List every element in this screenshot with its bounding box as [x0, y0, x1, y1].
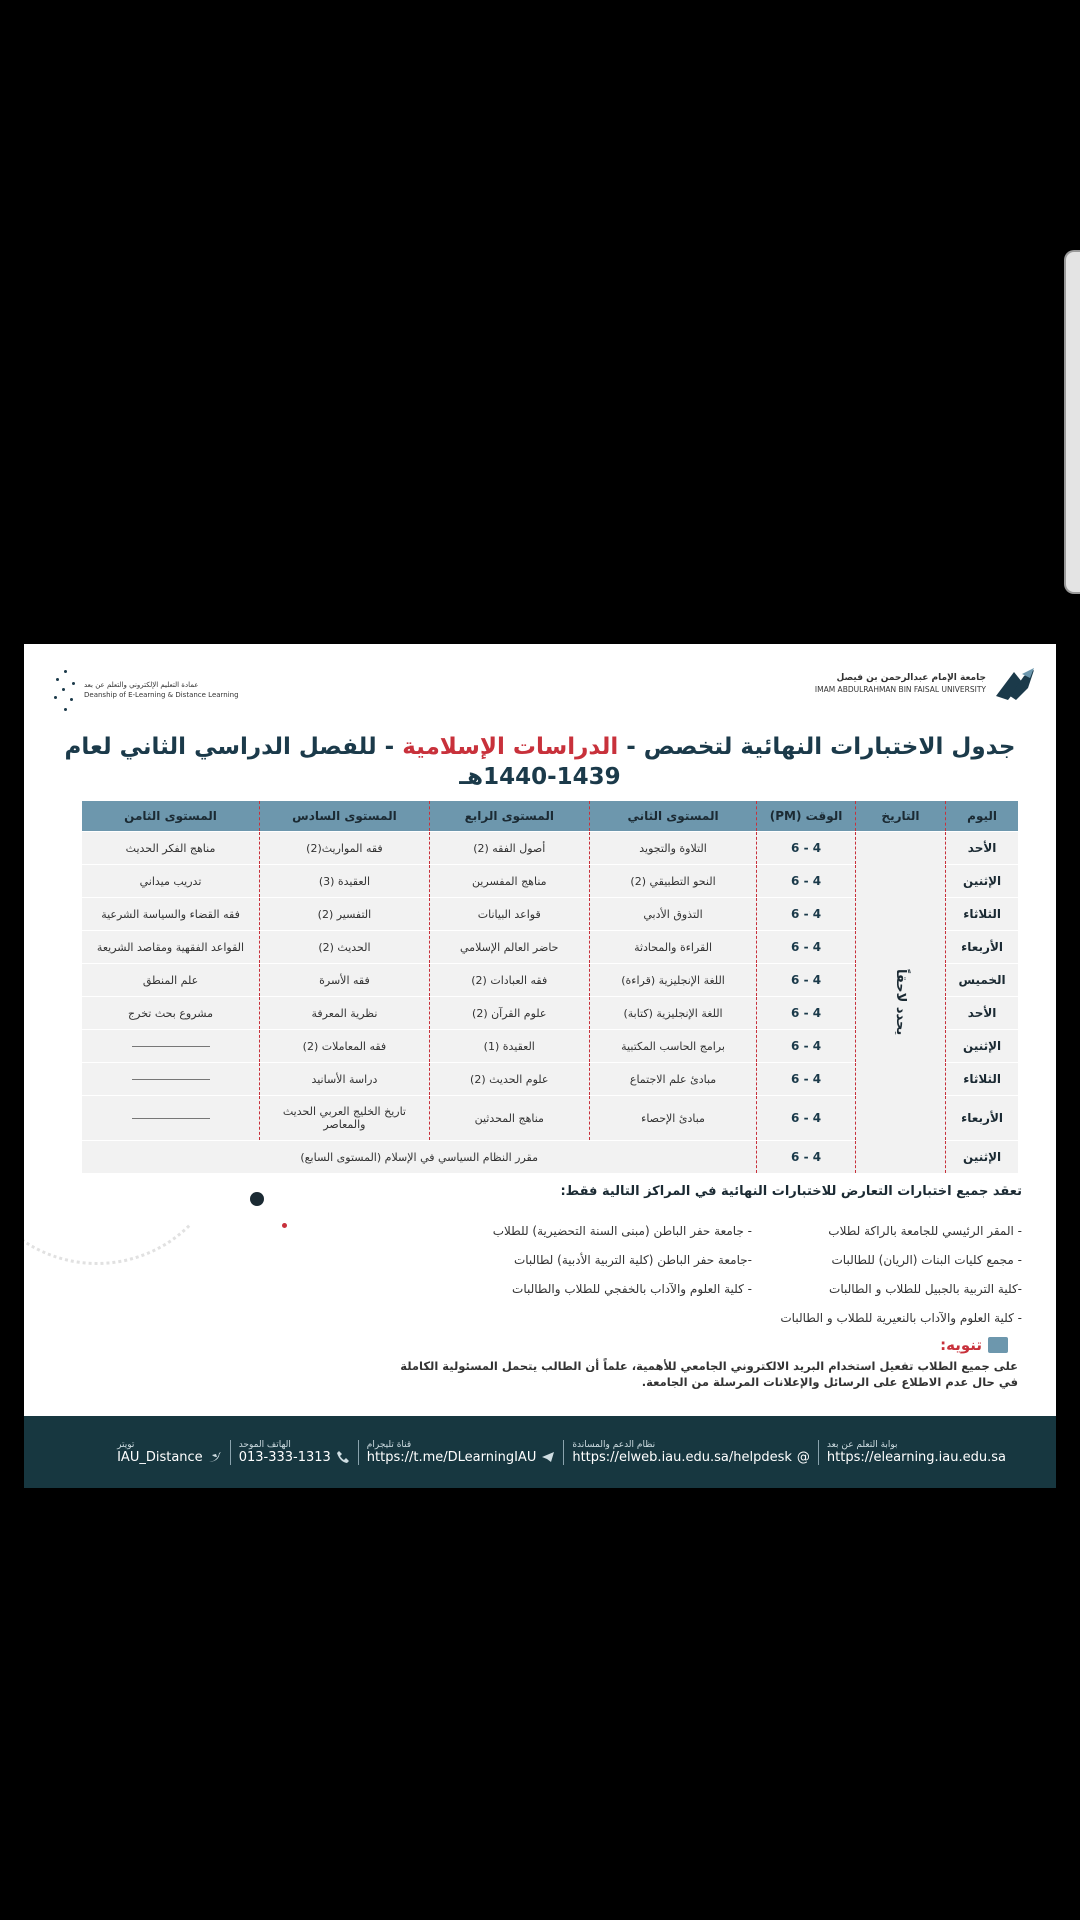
cell-level-2: اللغة الإنجليزية (قراءة): [589, 964, 757, 997]
decorative-dot: [250, 1192, 264, 1206]
header-time: الوقت (PM): [757, 801, 855, 832]
cell-time: 4 - 6: [757, 1063, 855, 1096]
scrollbar-handle[interactable]: [1064, 250, 1080, 594]
header-logos: [24, 662, 1056, 722]
cell-time: 4 - 6: [757, 832, 855, 865]
cell-level-4: أصول الفقه (2): [429, 832, 589, 865]
cell-level-8: فقه القضاء والسياسة الشرعية: [82, 898, 260, 931]
cell-level-6: فقه المواريث(2): [260, 832, 430, 865]
center-item: - كلية العلوم والآداب بالخفجي للطلاب والطالبات: [512, 1281, 752, 1296]
cell-level-4: فقه العبادات (2): [429, 964, 589, 997]
title-part-2: - للفصل الدراسي الثاني لعام 1439-1440هـ: [64, 734, 621, 790]
cell-level-6: دراسة الأسانيد: [260, 1063, 430, 1096]
contact-footer: [24, 1416, 1056, 1488]
header-level-2: المستوى الثاني: [589, 801, 757, 832]
cell-level-6: الحديث (2): [260, 931, 430, 964]
table-row: [82, 832, 1018, 865]
cell-level-8-empty: [82, 1063, 260, 1096]
cell-level-4: مناهج المحدثين: [429, 1096, 589, 1141]
footer-link[interactable]: https://elearning.iau.edu.sa: [826, 1449, 1006, 1465]
cell-day: الأحد: [946, 832, 1018, 865]
footer-phone-number[interactable]: 013-333-1313: [238, 1449, 331, 1465]
cell-day: الإثنين: [946, 1030, 1018, 1063]
note-text: على جميع الطلاب تفعيل استخدام البريد الالكتروني الجامعي للأهمية، علماً أن الطالب يتحمل المسئولية الكاملة في حال عدم الاطلاع على الرسائل والإعلانات المرسلة من الجامعة.: [400, 1359, 1018, 1389]
centers-list: [282, 1216, 1022, 1332]
cell-time: 4 - 6: [757, 1030, 855, 1063]
center-item: -كلية التربية بالجبيل للطلاب و الطالبات: [829, 1281, 1022, 1296]
cell-level-8-empty: [82, 1096, 260, 1141]
cell-level-6: نظرية المعرفة: [260, 997, 430, 1030]
telegram-icon: [541, 1450, 555, 1464]
cell-time: 4 - 6: [757, 1096, 855, 1141]
footer-helpdesk[interactable]: [563, 1440, 818, 1465]
cell-level-2: اللغة الإنجليزية (كتابة): [589, 997, 757, 1030]
cell-day: الثلاثاء: [946, 898, 1018, 931]
cell-level-2: القراءة والمحادثة: [589, 931, 757, 964]
university-logo: [815, 666, 1036, 702]
cell-level-8: مشروع بحث تخرج: [82, 997, 260, 1030]
title-part-1: جدول الاختبارات النهائية لتخصص -: [618, 734, 1016, 760]
cell-level-4: علوم الحديث (2): [429, 1063, 589, 1096]
cell-time: 4 - 6: [757, 997, 855, 1030]
footer-link[interactable]: https://elweb.iau.edu.sa/helpdesk: [572, 1449, 792, 1465]
note-heading: [940, 1336, 1008, 1354]
envelope-icon: [988, 1337, 1008, 1353]
cell-level-4: مناهج المفسرين: [429, 865, 589, 898]
cell-level-2: النحو التطبيقي (2): [589, 865, 757, 898]
cell-time: 4 - 6: [757, 898, 855, 931]
cell-time: 4 - 6: [757, 964, 855, 997]
center-item: - كلية العلوم والآداب بالنعيرية للطلاب و الطالبات: [780, 1310, 1022, 1325]
deanship-name-ar: عمادة التعليم الإلكتروني والتعلم عن بعد: [84, 681, 199, 689]
header-level-8: المستوى الثامن: [82, 801, 260, 832]
cell-level-6: التفسير (2): [260, 898, 430, 931]
cell-level-2: مبادئ علم الاجتماع: [589, 1063, 757, 1096]
cell-day: الثلاثاء: [946, 1063, 1018, 1096]
cell-day: الخميس: [946, 964, 1018, 997]
cell-level-6: تاريخ الخليج العربي الحديث والمعاصر: [260, 1096, 430, 1141]
footer-label: بوابة التعلم عن بعد: [826, 1439, 898, 1450]
cell-time: 4 - 6: [757, 865, 855, 898]
deanship-name-en: Deanship of E-Learning & Distance Learning: [84, 691, 239, 699]
center-item: - مجمع كليات البنات (الريان) للطالبات: [831, 1252, 1022, 1267]
table-header-row: [82, 801, 1018, 832]
cell-level-6: العقيدة (3): [260, 865, 430, 898]
center-item: -جامعة حفر الباطن (كلية التربية الأدبية) لطالبات: [513, 1252, 752, 1267]
cell-level-2: التذوق الأدبي: [589, 898, 757, 931]
cell-time: 4 - 6: [757, 1141, 855, 1174]
footer-twitter-handle[interactable]: IAU_Distance: [117, 1449, 203, 1465]
cell-level-2: برامج الحاسب المكتبية: [589, 1030, 757, 1063]
cell-level-2: مبادئ الإحصاء: [589, 1096, 757, 1141]
cell-level-4: علوم القرآن (2): [429, 997, 589, 1030]
cell-level-8: علم المنطق: [82, 964, 260, 997]
cell-level-6: فقه المعاملات (2): [260, 1030, 430, 1063]
cell-date: يحدد لاحقاً: [855, 832, 945, 1174]
centers-title: تعقد جميع اختبارات التعارض للاختبارات النهائية في المراكز التالية فقط:: [560, 1184, 1022, 1199]
cell-day: الأحد: [946, 997, 1018, 1030]
cell-day: الإثنين: [946, 865, 1018, 898]
deanship-logo: [52, 668, 239, 712]
cell-level-8-empty: [82, 1030, 260, 1063]
cell-day: الأربعاء: [946, 1096, 1018, 1141]
deanship-logo-icon: [52, 668, 78, 712]
cell-merged-course: مقرر النظام السياسي في الإسلام (المستوى السابع): [82, 1141, 757, 1174]
cell-level-4: قواعد البيانات: [429, 898, 589, 931]
exam-schedule-table: [82, 801, 1018, 1173]
cell-level-8: القواعد الفقهية ومقاصد الشريعة: [82, 931, 260, 964]
cell-day: الإثنين: [946, 1141, 1018, 1174]
footer-phone[interactable]: [230, 1440, 358, 1465]
page-title: [64, 732, 1016, 792]
footer-label: نظام الدعم والمساندة: [572, 1439, 656, 1450]
header-level-6: المستوى السادس: [260, 801, 430, 832]
title-accent: الدراسات الإسلامية: [402, 734, 619, 760]
footer-label: قناة تليجرام: [366, 1439, 412, 1450]
cell-level-8: مناهج الفكر الحديث: [82, 832, 260, 865]
header-day: اليوم: [946, 801, 1018, 832]
cell-level-6: فقه الأسرة: [260, 964, 430, 997]
cell-level-2: التلاوة والتجويد: [589, 832, 757, 865]
cell-time: 4 - 6: [757, 931, 855, 964]
center-item: - جامعة حفر الباطن (مبنى السنة التحضيرية) للطلاب: [492, 1223, 752, 1238]
university-name-en: IMAM ABDULRAHMAN BIN FAISAL UNIVERSITY: [814, 685, 986, 694]
cell-level-8: تدريب ميداني: [82, 865, 260, 898]
cell-day: الأربعاء: [946, 931, 1018, 964]
header-level-4: المستوى الرابع: [429, 801, 589, 832]
footer-label: تويتر: [117, 1439, 135, 1450]
footer-link[interactable]: https://t.me/DLearningIAU: [366, 1449, 537, 1465]
header-date: التاريخ: [855, 801, 945, 832]
footer-telegram[interactable]: [358, 1440, 564, 1465]
at-icon: @: [796, 1449, 810, 1465]
cell-level-4: العقيدة (1): [429, 1030, 589, 1063]
university-name-ar: جامعة الإمام عبدالرحمن بن فيصل: [836, 673, 986, 683]
center-item: - المقر الرئيسي للجامعة بالراكة لطلاب: [828, 1223, 1022, 1238]
footer-label: الهاتف الموحد: [238, 1439, 291, 1450]
exam-schedule-document: [24, 644, 1056, 1488]
university-logo-icon: [994, 666, 1036, 702]
note-title: تنويه:: [940, 1336, 982, 1354]
cell-level-4: حاضر العالم الإسلامي: [429, 931, 589, 964]
footer-elearning-portal[interactable]: [818, 1440, 1014, 1465]
twitter-icon: [208, 1450, 222, 1464]
phone-icon: [336, 1450, 350, 1464]
footer-twitter[interactable]: [109, 1440, 230, 1465]
